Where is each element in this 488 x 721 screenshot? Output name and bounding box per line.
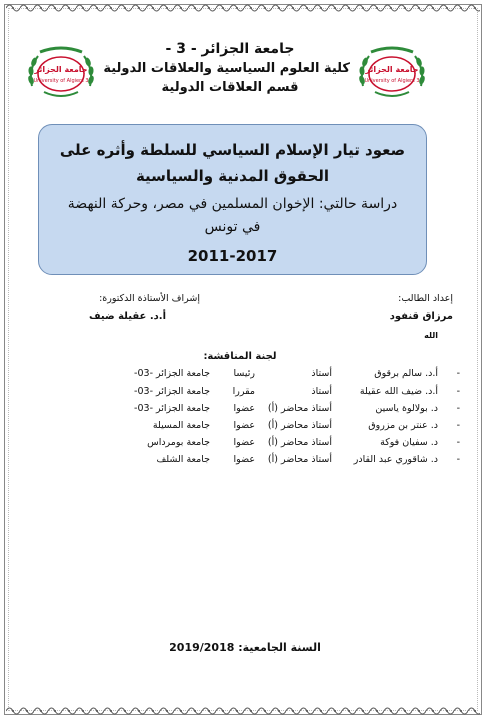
member-rank: أستاذ محاضر (أ): [267, 454, 332, 465]
member-name: أ.د. ضيف الله عقيلة: [359, 386, 438, 397]
academic-year: [140, 641, 350, 654]
member-university: جامعة الجزائر -03-: [134, 403, 210, 414]
svg-text:University of Algiers 3: University of Algiers 3: [33, 78, 89, 84]
committee-title: لجنة المناقشة:: [203, 351, 277, 362]
member-role: عضوا: [233, 403, 255, 414]
university-logo-right: [353, 42, 431, 104]
supervisor-name-extra: الله: [424, 331, 438, 340]
member-bullet: -: [456, 437, 460, 448]
student-name: مرزاق قنفود: [389, 311, 453, 322]
member-rank: أستاذ محاضر (أ): [267, 420, 332, 431]
committee-member: [20, 420, 460, 436]
member-name: د. بولالوة ياسين: [375, 403, 438, 414]
supervisor-name: أ.د. عقيلة ضيف: [88, 311, 166, 322]
member-role: مقررا: [232, 386, 255, 397]
member-bullet: -: [456, 386, 460, 397]
member-role: عضوا: [233, 454, 255, 465]
member-university: جامعة المسيلة: [152, 420, 210, 431]
decorative-border-bottom: [6, 705, 480, 717]
committee-member: [20, 368, 460, 384]
thesis-years: 2011-2017: [187, 247, 278, 265]
institution-header: [103, 40, 350, 97]
svg-text:جامعة الجزائر: جامعة الجزائر: [34, 65, 88, 74]
university-logo-left: [22, 42, 100, 104]
member-bullet: -: [456, 454, 460, 465]
committee-member: [20, 454, 460, 470]
thesis-title: صعود تيار الإسلام السياسي للسلطة وأثره على الحقوق المدنية والسياسية: [59, 141, 406, 185]
thesis-period: [57, 247, 408, 265]
member-name: د. شاقوري عبد القادر: [353, 454, 438, 465]
member-role: رئيسا: [233, 368, 255, 379]
member-university: جامعة الجزائر -03-: [134, 368, 210, 379]
member-role: عضوا: [233, 420, 255, 431]
university-name: جامعة الجزائر - 3 -: [165, 41, 295, 57]
committee-member: [20, 386, 460, 402]
member-name: أ.د. سالم برقوق: [374, 368, 438, 379]
thesis-title-box: [38, 124, 427, 275]
academic-year-label: السنة الجامعية:: [238, 641, 321, 654]
member-role: عضوا: [233, 437, 255, 448]
student-label: إعداد الطالب:: [398, 293, 453, 304]
svg-text:University of Algiers 3: University of Algiers 3: [364, 78, 420, 84]
member-university: جامعة الشلف: [156, 454, 210, 465]
department-name: قسم العلاقات الدولية: [161, 80, 299, 95]
svg-text:جامعة الجزائر: جامعة الجزائر: [365, 65, 419, 74]
member-rank: أستاذ محاضر (أ): [267, 403, 332, 414]
committee-member: [20, 403, 460, 419]
member-rank: أستاذ محاضر (أ): [267, 437, 332, 448]
academic-year-value: 2019/2018: [169, 641, 235, 654]
faculty-name: كلية العلوم السياسية والعلاقات الدولية: [103, 61, 350, 76]
member-name: د. عنتر بن مزروق: [368, 420, 438, 431]
member-rank: أستاذ: [311, 386, 332, 397]
member-university: جامعة بومرداس: [147, 437, 210, 448]
committee-member: [20, 437, 460, 453]
decorative-border-top: [6, 2, 480, 14]
supervisor-label: إشراف الأستاذة الدكتورة:: [99, 293, 200, 304]
member-name: د. سفيان فوكة: [380, 437, 438, 448]
member-bullet: -: [456, 403, 460, 414]
member-university: جامعة الجزائر -03-: [134, 386, 210, 397]
member-bullet: -: [456, 420, 460, 431]
member-bullet: -: [456, 368, 460, 379]
thesis-subtitle: دراسة حالتي: الإخوان المسلمين في مصر، وحركة النهضة في تونس: [67, 196, 398, 235]
member-rank: أستاذ: [311, 368, 332, 379]
